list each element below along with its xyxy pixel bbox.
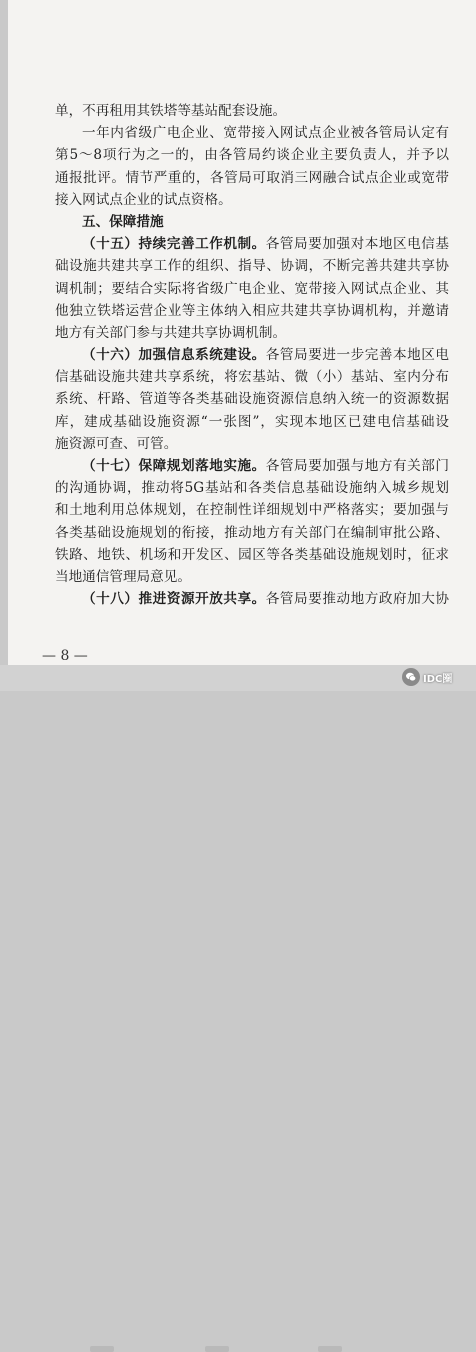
text-line [55, 300, 449, 322]
line-text: 通报批评。情节严重的，各管局可取消三网融合试点企业或宽带 [55, 169, 449, 186]
text-line [55, 477, 449, 499]
line-text: 五、保障措施 [82, 213, 164, 230]
text-line [55, 255, 449, 277]
text-line [55, 233, 449, 255]
line-text: 的沟通协调，推动将5G基站和各类信息基础设施纳入城乡规划 [55, 480, 449, 497]
text-line [55, 366, 449, 388]
line-text: 各管局要推动地方政府加大协 [265, 591, 449, 608]
text-line [55, 499, 449, 521]
text-line [55, 544, 449, 566]
text-line [55, 167, 449, 189]
line-text: 础设施共建共享工作的组织、指导、协调，不断完善共建共享协 [55, 258, 449, 275]
watermark-text: IDC圈 [423, 673, 453, 685]
text-line [55, 344, 449, 366]
document-page [8, 0, 476, 665]
text-line [55, 100, 449, 122]
text-line [55, 278, 449, 300]
text-line [55, 433, 449, 455]
text-line [55, 189, 449, 211]
clause-title: （十八）推进资源开放共享。 [82, 591, 266, 608]
ghost-text [205, 1346, 229, 1352]
text-line [55, 388, 449, 410]
line-text: 各管局要进一步完善本地区电 [265, 347, 449, 364]
line-text: 接入网试点企业的试点资格。 [55, 191, 232, 208]
line-text: 施资源可查、可管。 [55, 435, 178, 452]
section-heading [55, 211, 449, 233]
text-line [55, 144, 449, 166]
ghost-text [90, 1346, 114, 1352]
text-line [55, 322, 449, 344]
text-line [55, 522, 449, 544]
line-text: 和土地利用总体规划，在控制性详细规划中严格落实；要加强与 [55, 502, 449, 519]
clause-title: （十五）持续完善工作机制。 [82, 236, 266, 253]
line-text: 当地通信管理局意见。 [55, 568, 191, 585]
line-text: 系统、杆路、管道等各类基础设施资源信息纳入统一的资源数据 [55, 391, 449, 408]
clause-title: （十七）保障规划落地实施。 [82, 458, 266, 474]
line-text: 各管局要加强与地方有关部门 [265, 458, 449, 474]
line-text: 库，建成基础设施资源“一张图”，实现本地区已建电信基础设 [55, 413, 449, 430]
line-text: 信基础设施共建共享系统，将宏基站、微（小）基站、室内分布 [55, 369, 449, 386]
text-line [55, 566, 449, 588]
line-text: 一年内省级广电企业、宽带接入网试点企业被各管局认定有 [82, 125, 449, 142]
clause-title: （十六）加强信息系统建设。 [82, 347, 266, 364]
text-line [55, 122, 449, 144]
line-text: 地方有关部门参与共建共享协调机制。 [55, 324, 287, 341]
watermark [402, 668, 452, 686]
wechat-icon [402, 668, 420, 686]
line-text: 第5～8项行为之一的，由各管局约谈企业主要负责人，并予以 [55, 147, 449, 164]
document-body [55, 100, 449, 610]
line-text: 他独立铁塔运营企业等主体纳入相应共建共享协调机构，并邀请 [55, 302, 449, 319]
line-text: 单，不再租用其铁塔等基站配套设施。 [55, 103, 287, 119]
line-text: 铁路、地铁、机场和开发区、园区等各类基础设施规划时，征求 [55, 546, 449, 563]
line-text: 调机制；要结合实际将省级广电企业、宽带接入网试点企业、其 [55, 280, 449, 297]
line-text: 各类基础设施规划的衔接，推动地方有关部门在编制审批公路、 [55, 524, 449, 541]
text-line [55, 411, 449, 433]
page-number: — 8 — [42, 648, 88, 664]
ghost-text [318, 1346, 342, 1352]
text-line [55, 455, 449, 477]
line-text: 各管局要加强对本地区电信基 [265, 236, 449, 253]
text-line [55, 588, 449, 610]
